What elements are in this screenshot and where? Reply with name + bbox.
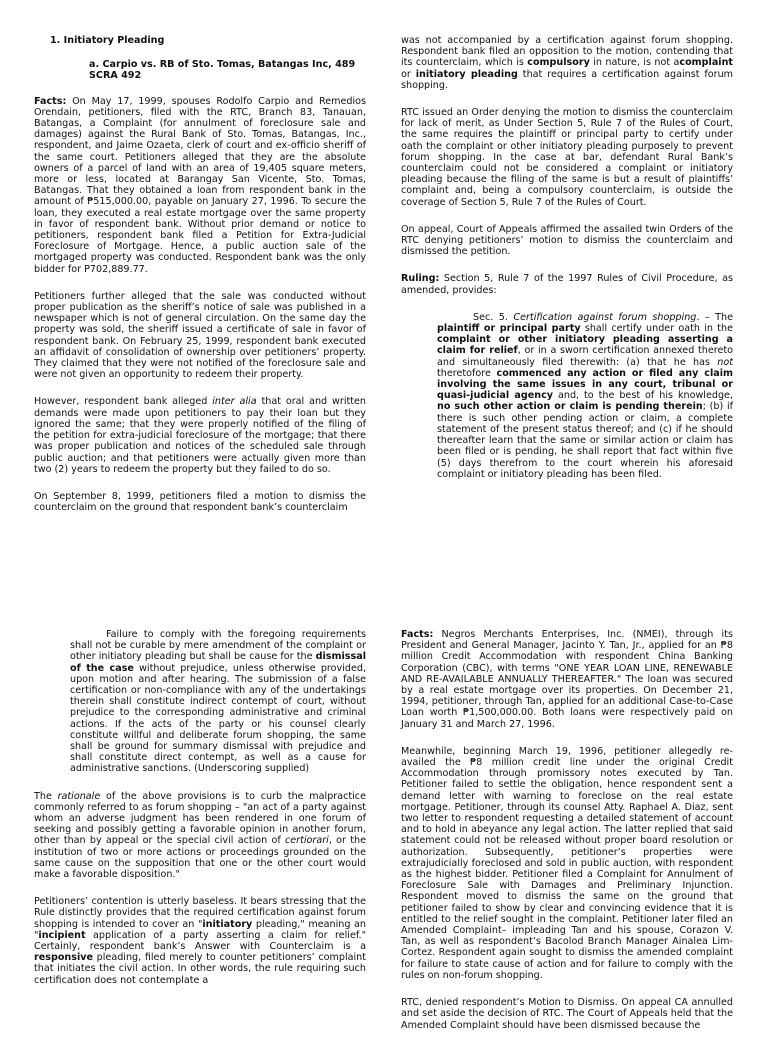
ruling-paragraph [401,273,733,295]
ruling-label: Ruling: [401,273,440,285]
text-run: Sec. 5. [473,311,514,323]
text-run: of the above provisions is to curb the malpractice commonly referred to as forum shopping – "an act of a party against whom an adverse judgment has been rendered in one forum of seeking and possibly getting a favorable opinion in another forum, other than by appeal or the special civil action of [34,790,366,847]
text-run: incipient [38,929,86,941]
text-run: , or the institution of two or more actions or proceedings grounded on the same cause on the supposition that one or the other court would make a favorable disposition." [34,835,366,881]
column-top-right [401,35,733,491]
paragraph-appeal: On appeal, Court of Appeals affirmed the assailed twin Orders of the RTC denying petitioners’ motion to dismiss the counterclaim and dismissed the petition. [401,223,733,258]
text-run: complaint or other initiatory pleading asserting a claim for relief [437,334,733,357]
text-run: . – The [696,311,733,323]
text-run: commenced any action or filed any claim involving the same issues in any court, tribunal or quasi-judicial agency [437,367,733,402]
text-run: no such other action or claim is pending therein [437,401,703,413]
text-run: certiorari [285,835,329,847]
text-run: The [34,790,58,802]
heading-number: 1. [50,35,61,46]
text-run: Petitioners’ contention is utterly baseless. It bears stressing that the Rule distinctly provides that the required certification against forum shopping is intended to cover an " [34,896,366,930]
text-run: theretofore [437,367,497,379]
facts-paragraph [34,96,366,275]
text-run: , or in a sworn certification annexed thereto and simultaneously filed therewith: (a) that he has [437,345,733,368]
column-bottom-right [401,629,733,1042]
case-letter: a. [89,59,100,71]
paragraph-rtc-order: RTC issued an Order denying the motion to dismiss the counterclaim for lack of merit, as Under Section 5, Rule 7 of the Rules of Court, the same requires the plaintiff or principal party to certify under oath the complaint or other initiatory pleading purposely to prevent forum shopping. In the case at bar, defendant Rural Bank’s counterclaim could not be considered a complaint or initiatory pleading because the filing of the same is but a result of plaintiffs’ complaint and, being a compulsory counterclaim, is outside the coverage of Section 5, Rule 7 of the Rules of Court. [401,107,733,208]
paragraph-motion-dismiss: On September 8, 1999, petitioners filed a motion to dismiss the counterclaim on the ground that respondent bank’s counterclaim [34,490,366,514]
text-run: initiatory [202,918,253,930]
text-run: dismissal of the case [70,651,366,674]
text-run: Certification against forum shopping [513,311,697,323]
text-run: complaint [679,57,733,69]
text-run: plaintiff or principal party [437,323,581,335]
heading-title: Initiatory Pleading [63,35,165,46]
paragraph-rtc-ca: RTC, denied respondent’s Motion to Dismiss. On appeal CA annulled and set aside the decision of RTC. The Court of Appeals held that the Amended Complaint should have been dismissed because the [401,997,733,1031]
facts-paragraph-2 [401,629,733,730]
text-run: pleading, filed merely to counter petitioners’ complaint that initiates the civil action. In other words, the rule requiring such certification does not contemplate a [34,952,366,986]
text-run: and, to the best of his knowledge, [553,390,733,402]
facts-text: On May 17, 1999, spouses Rodolfo Carpio and Remedios Orendain, petitioners, filed with the RTC, Branch 83, Tanauan, Batangas, a Complaint (for annulment of foreclosure sale and damages) against the Rural Bank of Sto. Tomas, Batangas, Inc., respondent, and Jaime Ozaeta, clerk of court and ex-officio sheriff of the same court. Petitioners alleged that they are the absolute owners of a parcel of land with an area of 19,405 square meters, more or less, located at Barangay San Vicente, Sto. Tomas, Batangas. That they obtained a loan from respondent bank in the amount of ₱515,000.00, payable on January 27, 1996. To secure the loan, they executed a real estate mortgage over the same property in favor of respondent bank. Without prior demand or notice to petitioners, respondent bank filed a Petition for Extra-Judicial Foreclosure of Mortgage. Hence, a public auction sale of the mortgaged property was conducted. Respondent bank was the only bidder for P702,889.77. [34,95,366,275]
paragraph-contention [34,896,366,986]
quoted-rule-sec5 [437,312,733,480]
case-title: Carpio vs. RB of Sto. Tomas, Batangas Inc, 489 SCRA 492 [89,59,356,82]
text-run: Negros Merchants Enterprises, Inc. (NMEI), through its President and General Manager, Jacinto Y. Tan, Jr., applied for an ₱8 million Credit Accommodation with respondent China Banking Corporation (CBC), with terms "ONE YEAR LOAN LINE, RENEWABLE AND RE-AVAILABLE ANNUALLY THEREAFTER." The loan was secured by a real estate mortgage over its properties. On December 21, 1994, petitioner, through Tan, applied for an additional Case-to-Case Loan worth ₱1,500,000.00. Both loans were respectively paid on January 31 and March 27, 1996. [401,629,733,730]
text-run: application of a party asserting a claim for relief." Certainly, respondent bank’s Answer with Counterclaim is a [34,929,366,953]
text-run: ; (b) if there is such other pending action or claim, a complete statement of the present status thereof; and (c) if he should thereafter learn that the same or similar action or claim has been filed or is pending, he shall report that fact within five (5) days therefrom to the court wherein his aforesaid complaint or initiatory pleading has been filed. [437,401,734,480]
text-run: or [401,68,416,80]
text-run: compulsory [527,57,590,69]
quoted-rule-failure [70,629,366,775]
facts-label: Facts: [401,629,434,640]
text-run: shall certify under oath in the [580,323,733,335]
inter-alia: inter alia [212,396,257,408]
text-run: that oral and written demands were made upon petitioners to pay their loan but they ignored the same; that they were properly notified of the filing of the petition for extra-judicial foreclosure of the mortgage; that there was proper publication and notices of the scheduled sale through public auction; and that petitioners were actually given more than two (2) years to redeem the property but they failed to do so. [34,396,366,475]
text-run: was not accompanied by a certification against forum shopping. Respondent bank filed an opposition to the motion, contending that its counterclaim, which is [401,35,733,69]
text-run: However, respondent bank alleged [34,396,213,408]
text-run: Section 5, Rule 7 of the 1997 Rules of Civil Procedure, as amended, provides: [401,273,733,296]
text-run: pleading," meaning an " [34,918,366,941]
paragraph-rationale [34,791,366,881]
paragraph-credit-line: Meanwhile, beginning March 19, 1996, petitioner allegedly re-availed the ₱8 million credit line under the original Credit Accommodation through promissory notes executed by Tan. Petitioner failed to settle the obligation, hence respondent sent a demand letter with warning to foreclose on the real estate mortgage. Petitioner, through its counsel Atty. Raphael A. Diaz, sent two letter to respondent requesting a detailed statement of account and to hold in abeyance any legal action. The latter replied that said statement could not be released without proper board resolution or authorization. Subsequently, petitioner’s properties were extrajudicially foreclosed and sold in public auction, with respondent as the highest bidder. Petitioner filed a Complaint for Annulment of Foreclosure Sale with Damages and Preliminary Injunction. Respondent moved to dismiss the same on the ground that petitioner failed to show by clear and convincing evidence that it is entitled to the relief sought in the complaint. Petitioner later filed an Amended Complaint– impleading Tan and his spouse, Corazon V. Tan, as well as respondent’s Bacolod Branch Manager Ainalea Lim-Cortez. Respondent again sought to dismiss the amended complaint for failure to state cause of action and for failure to comply with the rules on non-forum shopping. [401,745,733,981]
facts-label: Facts: [34,95,67,107]
paragraph-bank-allegation [34,396,366,474]
section-heading [50,35,366,46]
text-run: Failure to comply with the foregoing requirements shall not be curable by mere amendment of the complaint or other initiatory pleading but shall be cause for the [70,629,366,663]
column-top-left [34,35,366,524]
paragraph-opposition [401,35,733,91]
text-run: responsive [34,952,93,964]
paragraph-sale-publication: Petitioners further alleged that the sale was conducted without proper publication as the sheriff’s notice of sale was published in a newspaper which is not of general circulation. On the same day the property was sold, the sheriff issued a certificate of sale in favor of respondent bank. On February 25, 1999, respondent bank executed an affidavit of consolidation of ownership over petitioners’ property. They claimed that they were not notified of the foreclosure sale and were not given an opportunity to redeem their property. [34,290,366,381]
case-heading [89,59,366,81]
text-run: without prejudice, unless otherwise provided, upon motion and after hearing. The submission of a false certification or non-compliance with any of the undertakings therein shall constitute indirect contempt of court, without prejudice to the corresponding administrative and criminal actions. If the acts of the party or his counsel clearly constitute willful and deliberate forum shopping, the same shall be ground for summary dismissal with prejudice and shall constitute direct contempt, as well as a cause for administrative sanctions. (Underscoring supplied) [70,662,366,775]
column-bottom-left [34,629,366,997]
text-run: in nature, is not a [589,57,680,69]
text-run: not [717,356,733,368]
text-run: rationale [57,790,101,802]
text-run: that requires a certification against forum shopping. [401,68,733,91]
text-run: initiatory pleading [415,68,518,80]
